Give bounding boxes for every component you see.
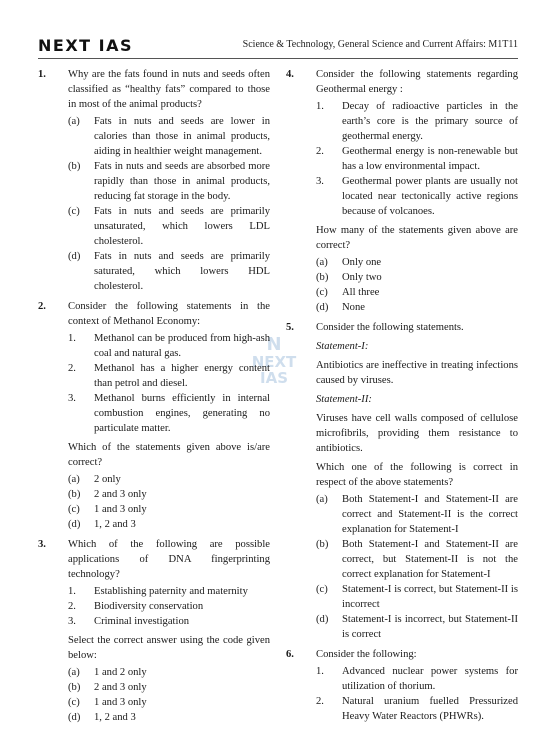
option-d: (d) Statement-I is incorrect, but Statement-II is correct [316, 614, 518, 640]
question-text: Consider the following statements. [316, 322, 464, 333]
question-number: 4. [286, 69, 294, 80]
watermark-logo: N NEXT IAS [251, 334, 297, 387]
question-5 [286, 320, 518, 642]
question-prompt: How many of the statements given above are correct? [316, 225, 518, 251]
statement-1: 1. Decay of radioactive particles in the earth’s core is the primary source of geothermal energy. [316, 101, 518, 142]
option-b: (b) 2 and 3 only [68, 682, 147, 693]
header-title: Science & Technology, General Science and Current Affairs: M1T11 [242, 39, 518, 50]
question-text: Consider the following statements in the context of Methanol Economy: [68, 301, 270, 327]
statement-2: 2. Geothermal energy is non-renewable but has a low environmental impact. [316, 146, 518, 172]
option-b: (b) Fats in nuts and seeds are absorbed more rapidly than those in animal products, reducing fat storage in the body. [68, 161, 270, 202]
statement-3: 3. Criminal investigation [68, 616, 190, 627]
brand-logo: NEXT IAS [38, 36, 133, 55]
page-header [38, 36, 518, 58]
left-column [38, 67, 270, 730]
option-a: (a) Both Statement-I and Statement-II are correct and Statement-II is the correct explanation for Statement-I [316, 494, 518, 535]
question-text: Why are the fats found in nuts and seeds often classified as “healthy fats” compared to those in most of the animal products? [68, 69, 270, 110]
question-3 [38, 537, 270, 725]
option-c: (c) 1 and 3 only [68, 504, 147, 515]
statement-1: 1. Methanol can be produced from high-ash coal and natural gas. [68, 333, 270, 359]
option-d: (d) None [316, 302, 365, 313]
question-prompt: Select the correct answer using the code given below: [68, 635, 270, 661]
question-text: Which of the following are possible applications of DNA fingerprinting technology? [68, 539, 270, 580]
question-number: 2. [38, 301, 46, 312]
option-b: (b) 2 and 3 only [68, 489, 147, 500]
question-2 [38, 299, 270, 532]
question-prompt: Which of the statements given above is/are correct? [68, 442, 270, 468]
option-d: (d) 1, 2 and 3 [68, 712, 136, 723]
header-divider [38, 58, 518, 59]
statement-1-text: Antibiotics are ineffective in treating infections caused by viruses. [316, 360, 518, 386]
statement-2: 2. Methanol has a higher energy content than petrol and diesel. [68, 363, 270, 389]
option-c: (c) Statement-I is correct, but Statement-II is incorrect [316, 584, 518, 610]
statement-2-text: Viruses have cell walls composed of cellulose microfibrils, providing them resistance to antibiotics. [316, 413, 518, 454]
question-number: 1. [38, 69, 46, 80]
question-4 [286, 67, 518, 315]
option-c: (c) Fats in nuts and seeds are primarily unsaturated, which lowers LDL cholesterol. [68, 206, 270, 247]
right-column [286, 67, 518, 729]
statement-1: 1. Establishing paternity and maternity [68, 586, 248, 597]
statement-1: 1. Advanced nuclear power systems for utilization of thorium. [316, 666, 518, 692]
option-a: (a) 2 only [68, 474, 121, 485]
question-prompt: Which one of the following is correct in respect of the above statements? [316, 462, 518, 488]
statement-3: 3. Geothermal power plants are usually not located near tectonically active regions because of volcanoes. [316, 176, 518, 217]
option-d: (d) Fats in nuts and seeds are primarily saturated, which lowers HDL cholesterol. [68, 251, 270, 292]
statement-1-label: Statement-I: [316, 341, 369, 352]
question-6 [286, 647, 518, 724]
option-a: (a) 1 and 2 only [68, 667, 147, 678]
statement-2: 2. Natural uranium fuelled Pressurized Heavy Water Reactors (PHWRs). [316, 696, 518, 722]
question-1 [38, 67, 270, 294]
question-number: 5. [286, 322, 294, 333]
statement-3: 3. Methanol burns efficiently in internal combustion engines, generating no particulate matter. [68, 393, 270, 434]
option-d: (d) 1, 2 and 3 [68, 519, 136, 530]
statement-2: 2. Biodiversity conservation [68, 601, 204, 612]
option-c: (c) 1 and 3 only [68, 697, 147, 708]
question-number: 6. [286, 649, 294, 660]
option-a: (a) Only one [316, 257, 382, 268]
statement-2-label: Statement-II: [316, 394, 372, 405]
option-a: (a) Fats in nuts and seeds are lower in calories than those in animal products, aiding in healthier weight management. [68, 116, 270, 157]
option-b: (b) Both Statement-I and Statement-II are correct, but Statement-II is not the correct explanation for Statement-I [316, 539, 518, 580]
question-text: Consider the following statements regarding Geothermal energy : [316, 69, 518, 95]
question-text: Consider the following: [316, 649, 417, 660]
option-c: (c) All three [316, 287, 380, 298]
option-b: (b) Only two [316, 272, 382, 283]
question-number: 3. [38, 539, 46, 550]
